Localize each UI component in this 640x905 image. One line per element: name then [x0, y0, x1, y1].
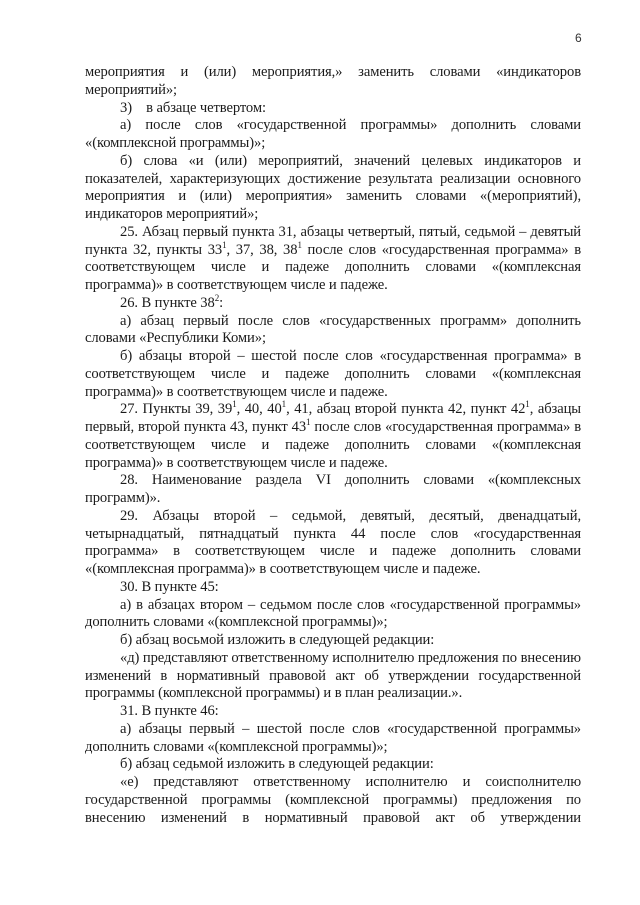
paragraph: 27. Пункты 39, $39^1$, 40, $40^1$, 41, абзац второй пункта 42, пункт $42^1$, абзацы первый, второй пункта 43, пункт $43^1$ после слов «государственная программа» в соответствующем числе и падеже дополнить словами «(комплексная программа)» в соответствующем числе и падеже. — [85, 399, 582, 471]
paragraph: б) абзац седьмой изложить в следующей редакции: — [120, 756, 434, 773]
paragraph: 28. Наименование раздела VI дополнить словами «(комплексных программ)». — [85, 472, 581, 506]
paragraph: мероприятия и (или) мероприятия,» заменить словами «индикаторов мероприятий»; — [85, 64, 581, 98]
paragraph: «д) представляют ответственному исполнителю предложения по внесению изменений в нормативный правовой акт об утверждении государственной программы (комплексной программы) и в план реализации.». — [85, 649, 581, 702]
paragraph: 25. Абзац первый пункта 31, абзацы четвертый, пятый, седьмой – девятый пункта 32, пункты $33^1$, 37, 38, $38^1$ после слов «государственная программа» в соответствующем числе и падеже дополнить словами «(комплексная программа)» в соответствующем числе и падеже. — [85, 223, 581, 293]
paragraph: 30. В пункте 45: — [120, 578, 219, 595]
paragraph: б) абзац восьмой изложить в следующей редакции: — [120, 632, 435, 648]
paragraph: 3) в абзаце четвертом: — [120, 99, 266, 116]
paragraph: а) после слов «государственной программы» дополнить словами «(комплексной программы)»; — [85, 117, 581, 151]
paragraph: а) в абзацах втором – седьмом после слов «государственной программы» дополнить словами «(комплексной программы)»; — [85, 596, 581, 631]
paragraph: «е) представляют ответственному исполнителю и соисполнителю государственной программы (комплексной программы) предложения по внесению изменений в нормативный правовой акт об утверждении — [85, 774, 581, 826]
paragraph: 31. В пункте 46: — [120, 703, 219, 719]
page-number: 6 — [575, 31, 582, 45]
document-body — [85, 64, 581, 827]
paragraph: 29. Абзацы второй – седьмой, девятый, десятый, двенадцатый, четырнадцатый, пятнадцатый пункта 44 после слов «государственная программа» в соответствующем числе и падеже дополнить словами «(комплексная программа)» в соответствующем числе и падеже. — [85, 507, 581, 577]
paragraph: а) абзацы первый – шестой после слов «государственной программы» дополнить словами «(комплексной программы)»; — [85, 720, 581, 755]
paragraph: а) абзац первый после слов «государственных программ» дополнить словами «Республики Коми»; — [85, 312, 581, 347]
paragraph: 26. В пункте $38^2$: — [120, 292, 224, 311]
paragraph: б) абзацы второй – шестой после слов «государственная программа» в соответствующем числе и падеже дополнить словами «(комплексная программа)» в соответствующем числе и падеже. — [85, 348, 581, 400]
paragraph: б) слова «и (или) мероприятий, значений целевых индикаторов и показателей, характеризующих достижение результата реализации основного мероприятия и (или) мероприятия» заменить словами «(мероприятий), индикаторов мероприятий»; — [85, 152, 581, 222]
